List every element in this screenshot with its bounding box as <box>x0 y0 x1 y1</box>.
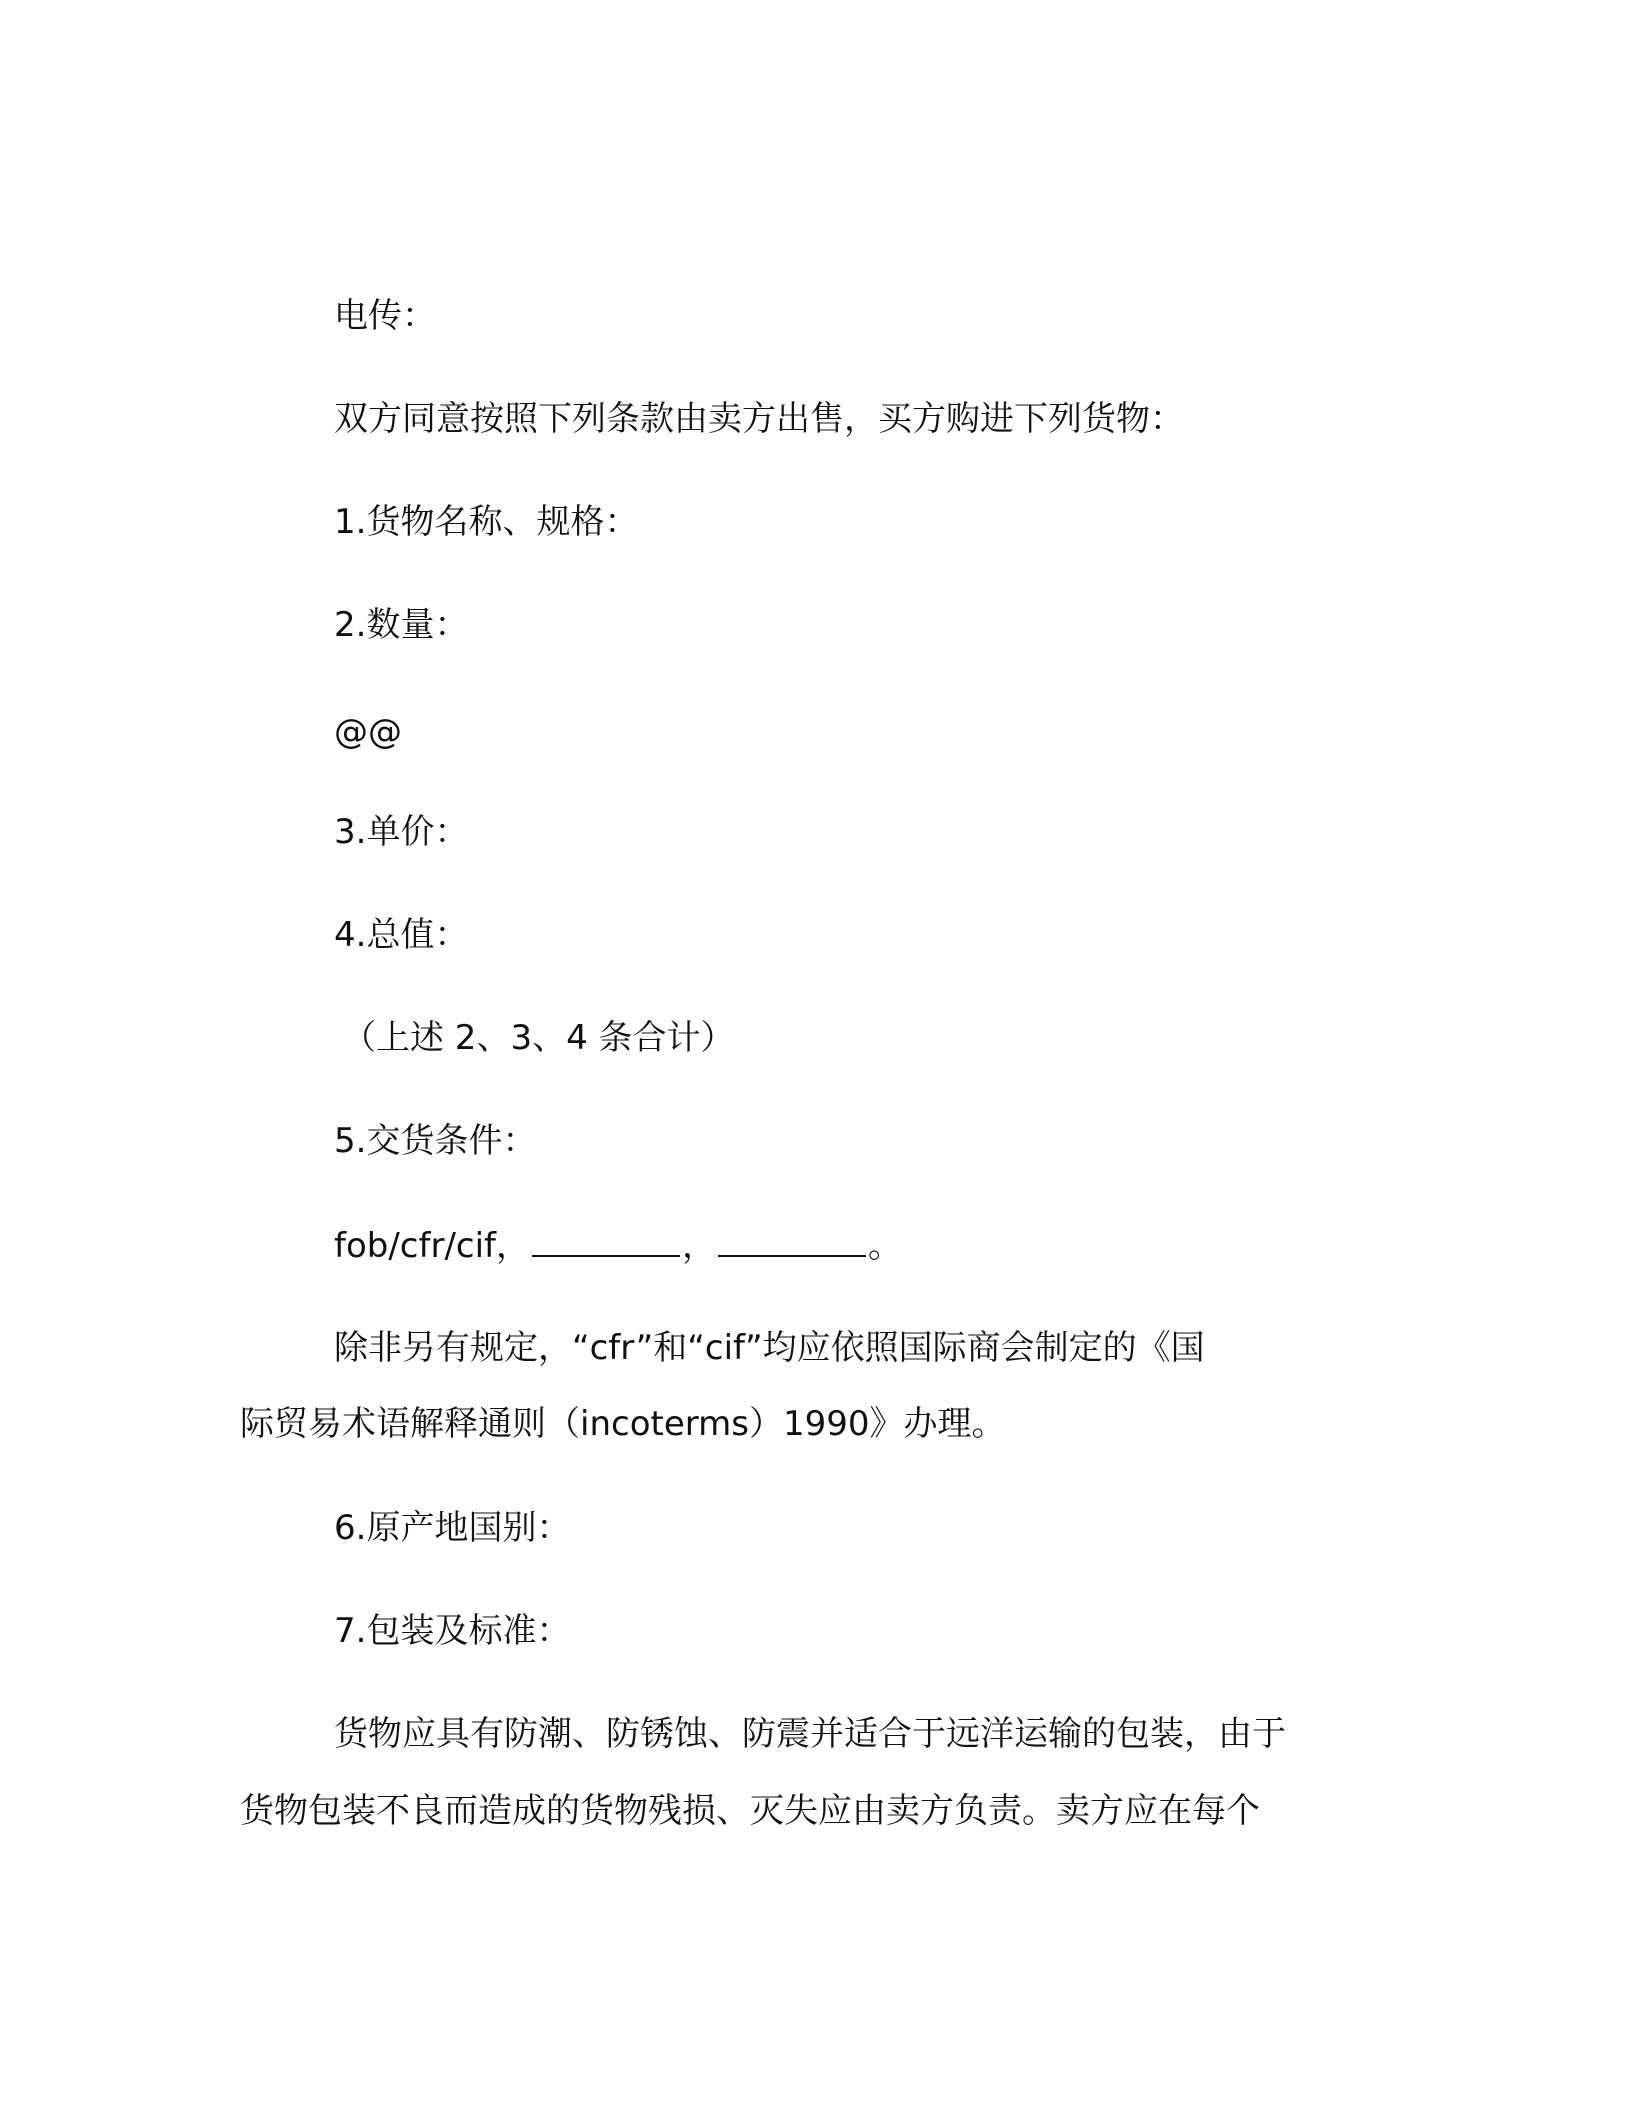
delivery-terms-line <box>334 1225 902 1266</box>
terms-end: 。 <box>868 1226 903 1266</box>
incoterms-line-2: 际贸易术语解释通则（incoterms）1990》办理。 <box>240 1404 1006 1444</box>
blank-field-2 <box>718 1225 866 1257</box>
item-packing-standard: 7.包装及标准： <box>334 1611 571 1651</box>
item-origin-country: 6.原产地国别： <box>334 1508 571 1548</box>
item-goods-name: 1.货物名称、规格： <box>334 502 639 542</box>
terms-separator: ， <box>682 1226 717 1266</box>
item-delivery-terms: 5.交货条件： <box>334 1121 537 1161</box>
intro-paragraph: 双方同意按照下列条款由卖方出售，买方购进下列货物： <box>334 399 1184 439</box>
packing-line-2: 货物包装不良而造成的货物残损、灭失应由卖方负责。卖方应在每个 <box>240 1791 1260 1831</box>
incoterms-line-1: 除非另有规定，“cfr”和“cif”均应依照国际商会制定的《国 <box>334 1328 1205 1368</box>
placeholder-text: @@ <box>334 712 402 752</box>
item-quantity: 2.数量： <box>334 605 469 645</box>
fax-label: 电传： <box>334 296 436 336</box>
packing-line-1: 货物应具有防潮、防锈蚀、防震并适合于远洋运输的包装，由于 <box>334 1714 1286 1754</box>
item-total-value: 4.总值： <box>334 915 469 955</box>
item-total-note: （上述 2、3、4 条合计） <box>342 1018 735 1058</box>
blank-field-1 <box>532 1225 680 1257</box>
item-unit-price: 3.单价： <box>334 812 469 852</box>
terms-prefix: fob/cfr/cif， <box>334 1226 531 1266</box>
